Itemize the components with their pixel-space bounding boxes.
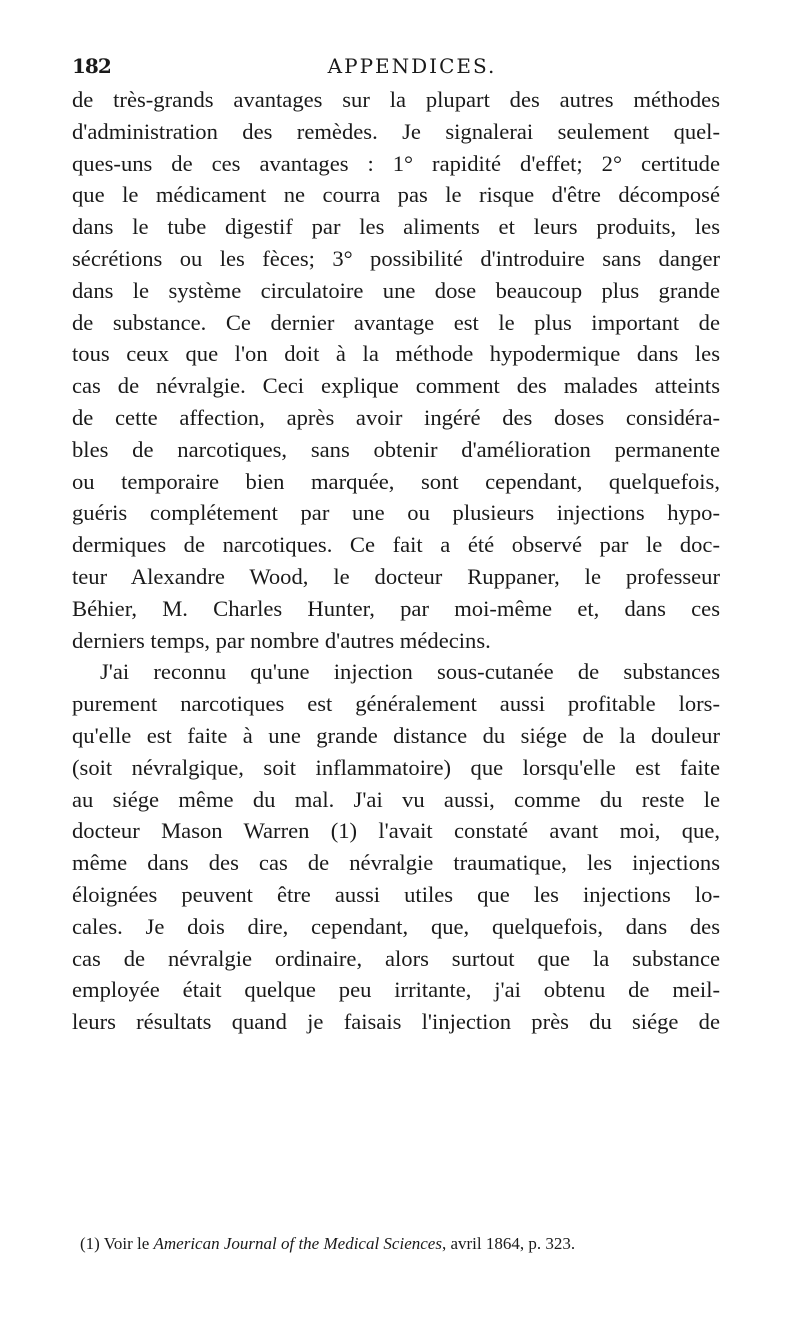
text-line: teur Alexandre Wood, le docteur Ruppaner, le professeur — [72, 563, 720, 589]
text-line: dermiques de narcotiques. Ce fait a été observé par le doc- — [72, 532, 720, 558]
text-line: ques-uns de ces avantages : 1° rapidité d'effet; 2° certitude — [72, 150, 720, 176]
text-line: (soit névralgique, soit inflammatoire) que lorsqu'elle est faite — [72, 754, 720, 780]
text-line: de très-grands avantages sur la plupart des autres méthodes — [72, 87, 720, 112]
text-line: tous ceux que l'on doit à la méthode hypodermique dans les — [72, 341, 720, 367]
text-line: éloignées peuvent être aussi utiles que les injections lo- — [72, 881, 720, 907]
text-line: employée était quelque peu irritante, j'ai obtenu de meil- — [72, 977, 720, 1003]
text-line: d'administration des remèdes. Je signalerai seulement quel- — [72, 118, 720, 144]
text-line: de substance. Ce dernier avantage est le plus important de — [72, 309, 720, 335]
text-line: cales. Je dois dire, cependant, que, quelquefois, dans des — [72, 913, 720, 939]
text-line: Béhier, M. Charles Hunter, par moi-même et, dans ces — [72, 595, 720, 621]
text-line: guéris complétement par une ou plusieurs injections hypo- — [72, 500, 720, 526]
text-line: cas de névralgie ordinaire, alors surtout que la substance — [72, 945, 720, 971]
text-line: leurs résultats quand je faisais l'injection près du siége de — [72, 1009, 720, 1035]
text-line: de cette affection, après avoir ingéré des doses considéra- — [72, 404, 720, 430]
text-line: purement narcotiques est généralement aussi profitable lors- — [72, 691, 720, 717]
text-line: docteur Mason Warren (1) l'avait constaté avant moi, que, — [72, 818, 720, 844]
text-line: au siége même du mal. J'ai vu aussi, comme du reste le — [72, 786, 720, 812]
text-line: dans le système circulatoire une dose beaucoup plus grande — [72, 277, 720, 303]
text-line: que le médicament ne courra pas le risque d'être décomposé — [72, 182, 720, 208]
footnote-suffix: , avril 1864, p. 323. — [441, 1234, 576, 1253]
page-header — [72, 52, 712, 80]
text-line: dans le tube digestif par les aliments et leurs produits, les — [72, 214, 720, 240]
text-line: cas de névralgie. Ceci explique comment des malades atteints — [72, 373, 720, 399]
footnote — [80, 1232, 720, 1256]
text-line: même dans des cas de névralgie traumatique, les injections — [72, 850, 720, 876]
body-text — [72, 84, 720, 1038]
text-line: J'ai reconnu qu'une injection sous-cutanée de substances — [100, 659, 720, 685]
text-line: sécrétions ou les fèces; 3° possibilité d'introduire sans danger — [72, 245, 720, 271]
text-line: bles de narcotiques, sans obtenir d'amélioration permanente — [72, 436, 720, 462]
footnote-prefix: (1) Voir le — [80, 1234, 154, 1253]
running-head: APPENDICES. — [327, 54, 497, 78]
page-number: 182 — [72, 54, 111, 78]
text-line: derniers temps, par nombre d'autres médecins. — [72, 627, 491, 653]
footnote-journal-title: American Journal of the Medical Sciences — [153, 1234, 442, 1253]
text-line: qu'elle est faite à une grande distance du siége de la douleur — [72, 722, 720, 748]
text-line: ou temporaire bien marquée, sont cependant, quelquefois, — [72, 468, 720, 494]
